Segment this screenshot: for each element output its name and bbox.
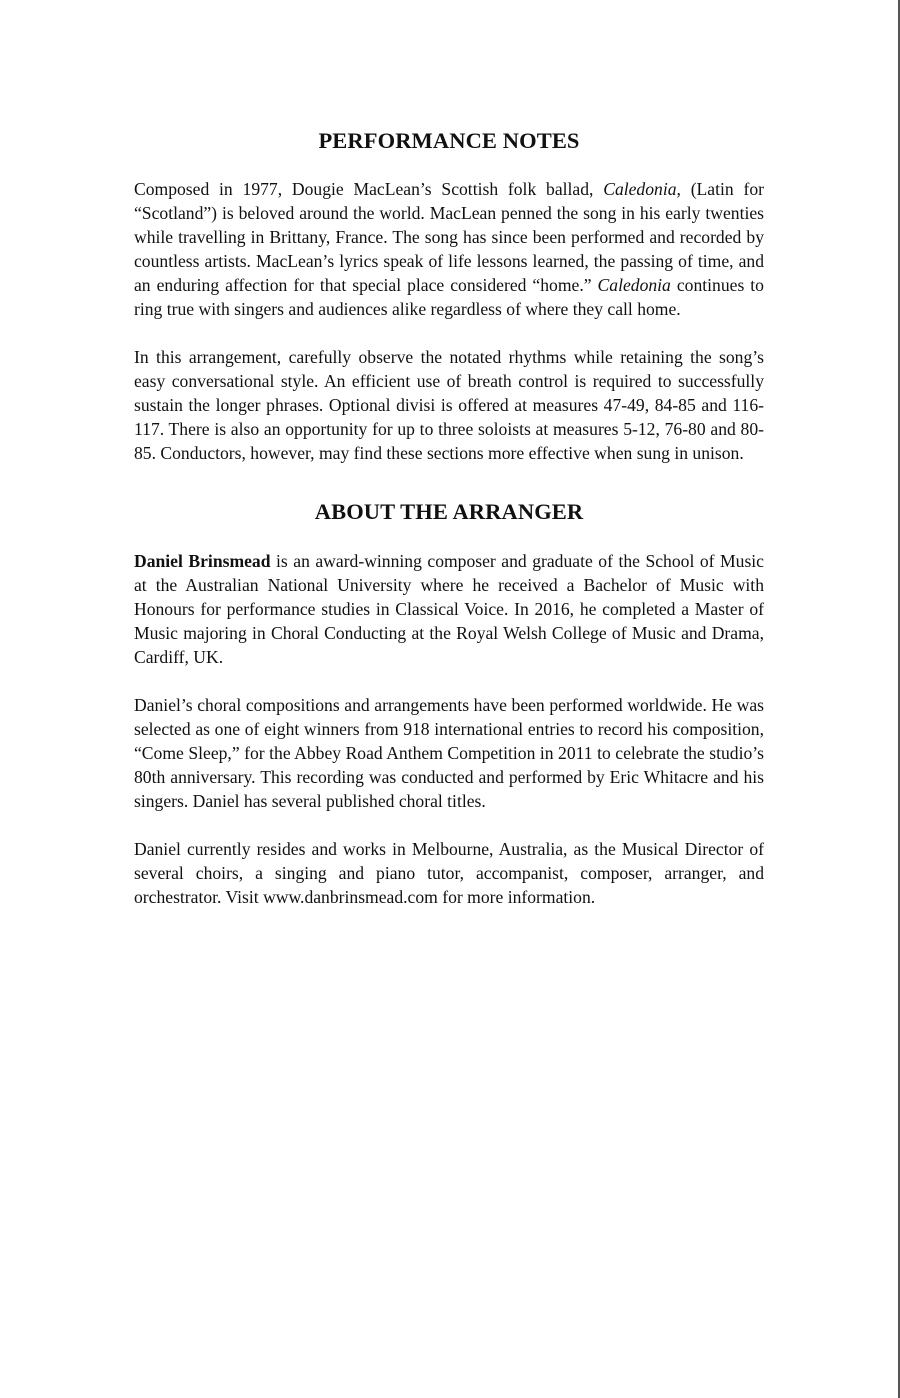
performance-notes-p1-text-c: continues to ring true with singers and audiences alike regardless of where they call home. <box>134 275 764 319</box>
page-content <box>134 124 764 909</box>
performance-notes-heading: PERFORMANCE NOTES <box>318 128 580 153</box>
performance-notes-p1-text-b: (Latin for “Scotland”) is beloved around the world. MacLean penned the song in his early twenties while travelling in Brittany, France. The song has since been performed and recorded by countless artists. MacLean’s lyrics speak of life lessons learned, the passing of time, and an enduring affection for that special place considered “home.” <box>134 179 764 295</box>
performance-notes-paragraph-2: In this arrangement, carefully observe the notated rhythms while retaining the song’s easy conversational style. An efficient use of breath control is required to successfully sustain the longer phrases. Optional divisi is offered at measures 47-49, 84-85 and 116-117. There is also an opportunity for up to three soloists at measures 5-12, 76-80 and 80-85. Conductors, however, may find these sections more effective when sung in unison. <box>134 347 764 463</box>
about-arranger-paragraph-3: Daniel currently resides and works in Melbourne, Australia, as the Musical Director of several choirs, a singing and piano tutor, accompanist, composer, arranger, and orchestrator. Visit www.danbrinsmead.com for more information. <box>134 839 764 907</box>
arranger-name: Daniel Brinsmead <box>134 551 271 571</box>
performance-notes-p1-text-a: Composed in 1977, Dougie MacLean’s Scottish folk ballad, <box>134 179 604 199</box>
about-arranger-paragraph-1 <box>134 549 764 669</box>
performance-notes-paragraph-1 <box>134 177 764 321</box>
about-arranger-p1-text: is an award-winning composer and graduate of the School of Music at the Australian National University where he received a Bachelor of Music with Honours for performance studies in Classical Voice. In 2016, he completed a Master of Music majoring in Choral Conducting at the Royal Welsh College of Music and Drama, Cardiff, UK. <box>134 551 764 667</box>
caledonia-title-italic-2: Caledonia <box>597 275 671 295</box>
about-arranger-paragraph-2: Daniel’s choral compositions and arrangements have been performed worldwide. He was selected as one of eight winners from 918 international entries to record his composition, “Come Sleep,” for the Abbey Road Anthem Competition in 2011 to celebrate the studio’s 80th anniversary. This recording was conducted and performed by Eric Whitacre and his singers. Daniel has several published choral titles. <box>134 695 764 811</box>
caledonia-title-italic-1: Caledonia, <box>603 179 681 199</box>
about-arranger-heading: ABOUT THE ARRANGER <box>314 499 584 524</box>
